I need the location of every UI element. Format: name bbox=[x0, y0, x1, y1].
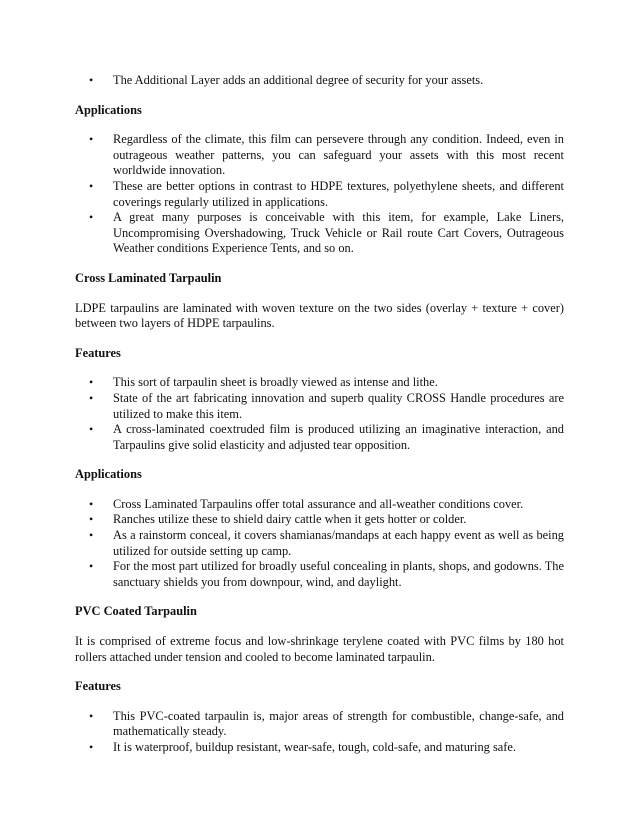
features-2-bullet-list bbox=[75, 709, 564, 756]
list-item-text: Cross Laminated Tarpaulins offer total assurance and all-weather conditions cover. bbox=[113, 496, 524, 511]
list-item bbox=[75, 132, 564, 179]
list-item bbox=[75, 740, 564, 756]
list-item bbox=[75, 528, 564, 559]
bullet-icon: • bbox=[89, 73, 94, 87]
list-item-text: A great many purposes is conceivable with this item, for example, Lake Liners, Uncompromising Overshadowing, Truck Vehicle or Rail route Cart Covers, Outrageous Weather conditions Experience Tents, and so on. bbox=[113, 210, 564, 256]
bullet-icon: • bbox=[89, 528, 94, 543]
list-item bbox=[75, 375, 564, 391]
bullet-icon: • bbox=[89, 559, 94, 574]
bullet-icon: • bbox=[89, 375, 94, 390]
document-page bbox=[75, 73, 564, 756]
list-item-text: As a rainstorm conceal, it covers shamianas/mandaps at each happy event as well as being utilized for outside setting up camp. bbox=[113, 528, 564, 558]
list-item bbox=[75, 422, 564, 453]
features-1-bullet-list bbox=[75, 375, 564, 453]
bullet-icon: • bbox=[89, 178, 94, 193]
list-item bbox=[75, 512, 564, 528]
section-heading-pvc-coated: PVC Coated Tarpaulin bbox=[75, 604, 197, 619]
applications-1-bullet-list bbox=[75, 132, 564, 257]
list-item bbox=[75, 497, 564, 513]
section-heading-features-1: Features bbox=[75, 345, 121, 360]
cross-laminated-paragraph: LDPE tarpaulins are laminated with woven texture on the two sides (overlay + texture + cover) between two layers of HDPE tarpaulins. bbox=[75, 300, 564, 331]
pvc-coated-paragraph: It is comprised of extreme focus and low-shrinkage terylene coated with PVC films by 180 hot rollers attached under tension and cooled to become laminated tarpaulin. bbox=[75, 634, 564, 664]
list-item-text: This PVC-coated tarpaulin is, major areas of strength for combustible, change-safe, and mathematically steady. bbox=[113, 708, 564, 739]
list-item-text: State of the art fabricating innovation and superb quality CROSS Handle procedures are utilized to make this item. bbox=[113, 390, 564, 421]
bullet-icon: • bbox=[89, 422, 94, 437]
bullet-icon: • bbox=[89, 496, 94, 511]
list-item bbox=[75, 179, 564, 210]
bullet-icon: • bbox=[89, 708, 94, 723]
intro-bullet-list bbox=[75, 73, 564, 89]
bullet-icon: • bbox=[89, 512, 94, 527]
applications-2-bullet-list bbox=[75, 497, 564, 591]
list-item-text: It is waterproof, buildup resistant, wear-safe, tough, cold-safe, and maturing safe. bbox=[113, 740, 517, 754]
bullet-icon: • bbox=[89, 740, 94, 754]
bullet-icon: • bbox=[89, 132, 94, 147]
list-item-text: Ranches utilize these to shield dairy cattle when it gets hotter or colder. bbox=[113, 512, 467, 527]
list-item bbox=[75, 559, 564, 590]
section-heading-cross-laminated: Cross Laminated Tarpaulin bbox=[75, 270, 222, 285]
list-item bbox=[75, 709, 564, 740]
list-item-text: The Additional Layer adds an additional degree of security for your assets. bbox=[113, 73, 484, 87]
list-item-text: These are better options in contrast to HDPE textures, polyethylene sheets, and different coverings regularly utilized in applications. bbox=[113, 178, 564, 209]
section-heading-applications-2: Applications bbox=[75, 467, 142, 482]
list-item-text: Regardless of the climate, this film can persevere through any condition. Indeed, even in outrageous weather patterns, you can safeguard your assets with this most recent worldwide innovation. bbox=[113, 132, 564, 178]
list-item bbox=[75, 391, 564, 422]
list-item-text: A cross-laminated coextruded film is produced utilizing an imaginative interaction, and Tarpaulins give solid elasticity and adjusted tear opposition. bbox=[113, 422, 564, 452]
list-item-text: For the most part utilized for broadly useful concealing in plants, shops, and godowns. The sanctuary shields you from downpour, wind, and daylight. bbox=[113, 559, 564, 589]
bullet-icon: • bbox=[89, 390, 94, 405]
list-item bbox=[75, 73, 564, 89]
bullet-icon: • bbox=[89, 210, 94, 225]
list-item bbox=[75, 210, 564, 257]
list-item-text: This sort of tarpaulin sheet is broadly viewed as intense and lithe. bbox=[113, 375, 438, 390]
section-heading-features-2: Features bbox=[75, 679, 121, 694]
section-heading-applications-1: Applications bbox=[75, 102, 142, 117]
